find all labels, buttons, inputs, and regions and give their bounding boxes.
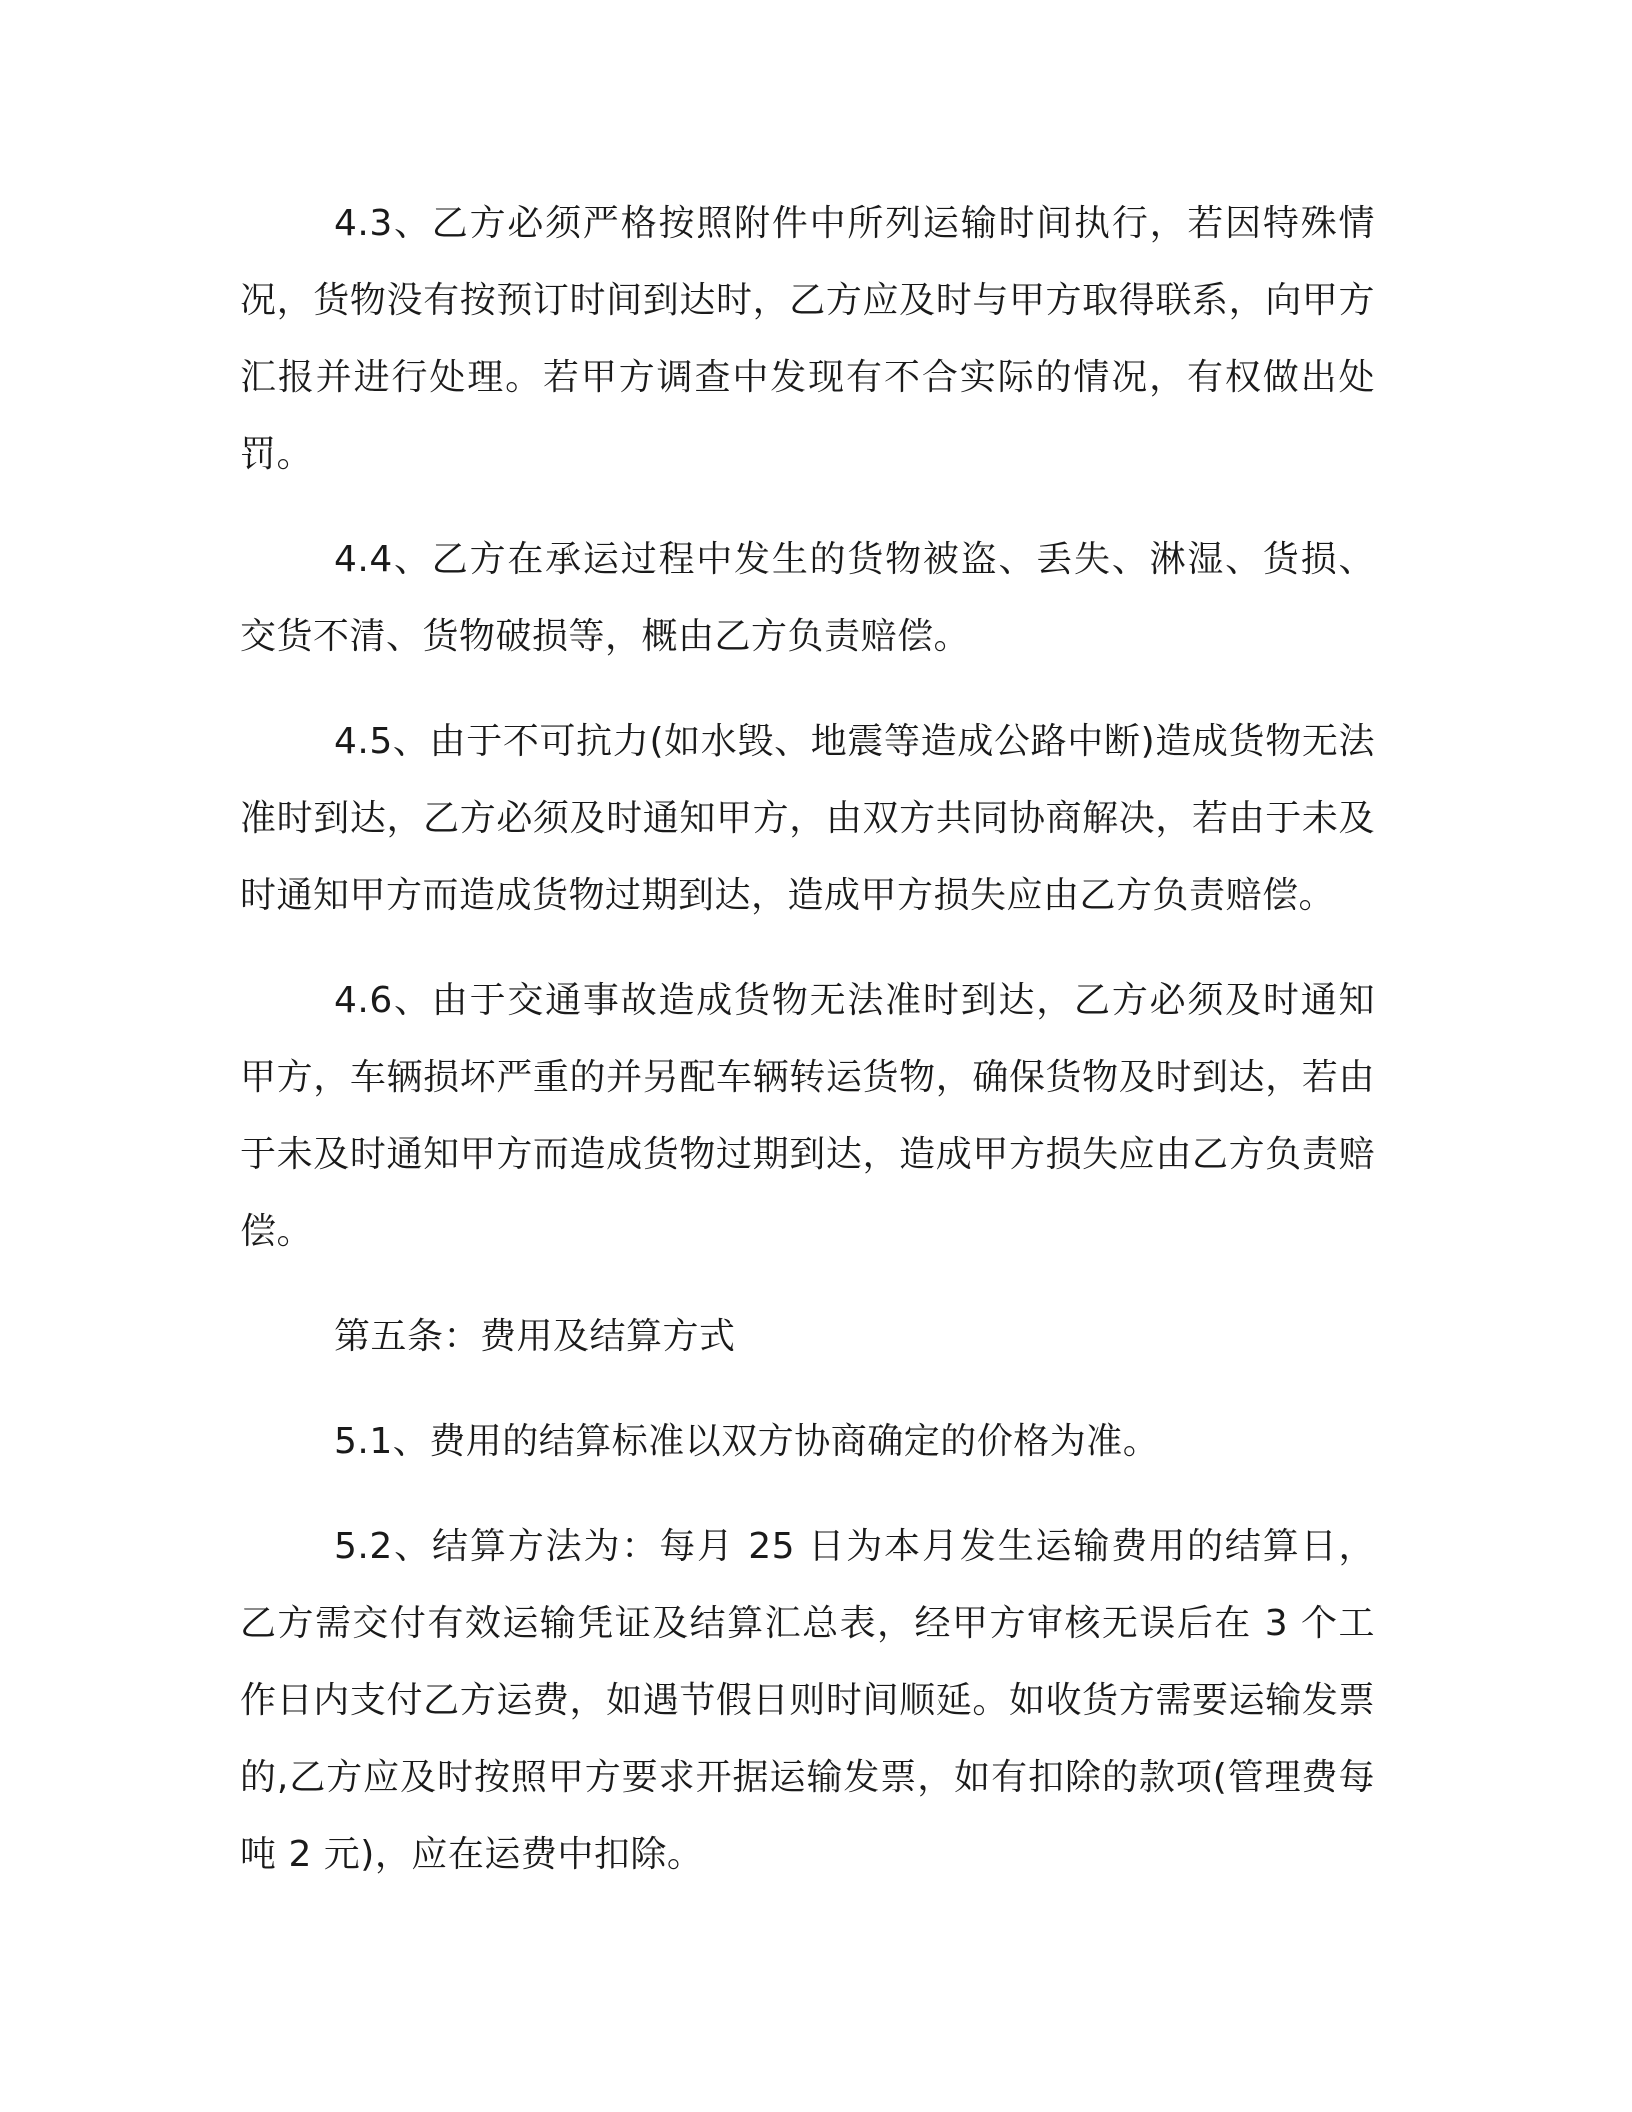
clause-5-2: 5.2、结算方法为：每月 25 日为本月发生运输费用的结算日，乙方需交付有效运输凭证及结算汇总表，经甲方审核无误后在 3 个工作日内支付乙方运费，如遇节假日则时间顺延。如收货方需要运输发票的,乙方应及时按照甲方要求开据运输发票，如有扣除的款项(管理费每吨 2 元)，应在运费中扣除。 (240, 1526, 1375, 1875)
clause-5-1: 5.1、费用的结算标准以双方协商确定的价格为准。 (334, 1421, 1160, 1462)
clause-4-4: 4.4、乙方在承运过程中发生的货物被盗、丢失、淋湿、货损、交货不清、货物破损等，概由乙方负责赔偿。 (240, 539, 1375, 657)
clause-4-6: 4.6、由于交通事故造成货物无法准时到达，乙方必须及时通知甲方，车辆损坏严重的并另配车辆转运货物，确保货物及时到达，若由于未及时通知甲方而造成货物过期到达，造成甲方损失应由乙方负责赔偿。 (240, 980, 1375, 1252)
document-body (240, 185, 1375, 1921)
clause-4-3: 4.3、乙方必须严格按照附件中所列运输时间执行，若因特殊情况，货物没有按预订时间到达时，乙方应及时与甲方取得联系，向甲方汇报并进行处理。若甲方调查中发现有不合实际的情况，有权做出处罚。 (240, 203, 1375, 475)
clause-4-5: 4.5、由于不可抗力(如水毁、地震等造成公路中断)造成货物无法准时到达，乙方必须及时通知甲方，由双方共同协商解决，若由于未及时通知甲方而造成货物过期到达，造成甲方损失应由乙方负责赔偿。 (240, 721, 1375, 916)
article-5-heading: 第五条：费用及结算方式 (334, 1316, 736, 1357)
